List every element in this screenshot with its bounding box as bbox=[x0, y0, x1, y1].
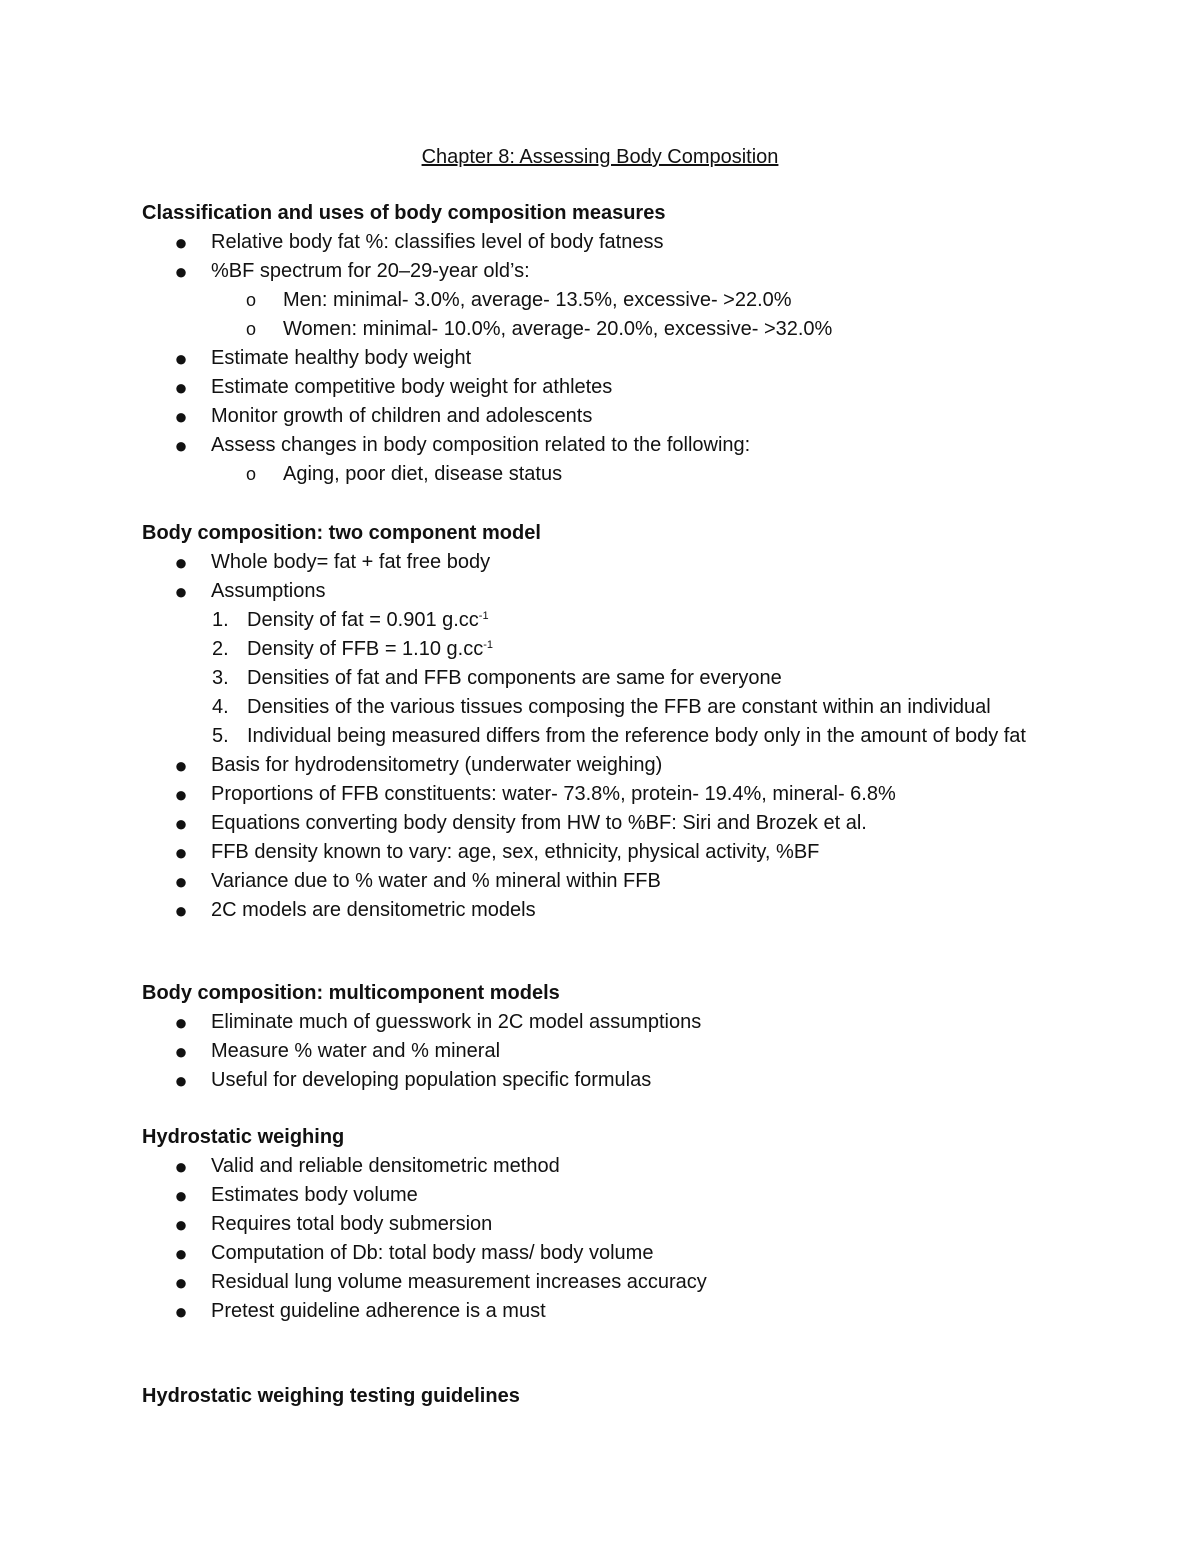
section-heading: Classification and uses of body composition measures bbox=[142, 202, 666, 224]
list-item-text: Estimate healthy body weight bbox=[211, 347, 472, 369]
item-number: 3. bbox=[212, 667, 229, 689]
list-item bbox=[142, 431, 1102, 460]
list-item bbox=[142, 402, 1102, 431]
list-item bbox=[142, 896, 1102, 925]
superscript: -1 bbox=[478, 610, 489, 622]
bullet-icon: ● bbox=[174, 346, 188, 371]
bullet-icon: ● bbox=[174, 1299, 188, 1324]
sub-list-item bbox=[142, 315, 1102, 344]
section-heading: Hydrostatic weighing bbox=[142, 1126, 345, 1148]
list-item-text: Proportions of FFB constituents: water- 73.8%, protein- 19.4%, mineral- 6.8% bbox=[211, 783, 896, 805]
numbered-item-text bbox=[247, 635, 493, 664]
list-item bbox=[142, 344, 1102, 373]
numbered-item bbox=[142, 664, 1102, 693]
list-item-text: Useful for developing population specific formulas bbox=[211, 1069, 652, 1091]
section-heading: Body composition: multicomponent models bbox=[142, 982, 560, 1004]
numbered-item-text: Individual being measured differs from the reference body only in the amount of body fat bbox=[247, 725, 1026, 747]
bullet-icon: ● bbox=[174, 898, 188, 923]
numbered-item bbox=[142, 606, 1102, 635]
sub-list-item bbox=[142, 460, 1102, 489]
item-number: 5. bbox=[212, 725, 229, 747]
bullet-icon: ● bbox=[174, 579, 188, 604]
list-item-text: 2C models are densitometric models bbox=[211, 899, 536, 921]
list-item bbox=[142, 1037, 1102, 1066]
density-ffb-text: Density of FFB = 1.10 g.cc bbox=[247, 638, 484, 660]
numbered-item bbox=[142, 635, 1102, 664]
section-heading: Hydrostatic weighing testing guidelines bbox=[142, 1385, 520, 1407]
density-fat-text: Density of fat = 0.901 g.cc bbox=[247, 609, 479, 631]
bullet-icon: ● bbox=[174, 1154, 188, 1179]
list-item-text: Equations converting body density from HW to %BF: Siri and Brozek et al. bbox=[211, 812, 867, 834]
bullet-icon: ● bbox=[174, 230, 188, 255]
list-item bbox=[142, 1008, 1102, 1037]
list-item-text: Eliminate much of guesswork in 2C model assumptions bbox=[211, 1011, 702, 1033]
bullet-icon: ● bbox=[174, 1010, 188, 1035]
section-testing-guidelines bbox=[142, 1382, 1102, 1411]
page-title: Chapter 8: Assessing Body Composition bbox=[421, 146, 779, 168]
list-item-text: Assumptions bbox=[211, 580, 326, 602]
list-item bbox=[142, 1297, 1102, 1326]
sub-bullet-icon: o bbox=[246, 464, 257, 484]
list-item-text: Whole body= fat + fat free body bbox=[211, 551, 491, 573]
bullet-icon: ● bbox=[174, 811, 188, 836]
list-item-text: Measure % water and % mineral bbox=[211, 1040, 501, 1062]
section-multicomponent-models bbox=[142, 979, 1102, 1095]
section-classification bbox=[142, 199, 1102, 489]
bullet-icon: ● bbox=[174, 1068, 188, 1093]
list-item-text: Requires total body submersion bbox=[211, 1213, 493, 1235]
numbered-item-text: Densities of the various tissues composing the FFB are constant within an individual bbox=[247, 696, 991, 718]
sub-list-item-text: Men: minimal- 3.0%, average- 13.5%, excessive- >22.0% bbox=[283, 289, 792, 311]
list-item bbox=[142, 257, 1102, 286]
list-item-text: %BF spectrum for 20–29-year old’s: bbox=[211, 260, 530, 282]
list-item-text: Monitor growth of children and adolescents bbox=[211, 405, 593, 427]
list-item-text: Valid and reliable densitometric method bbox=[211, 1155, 560, 1177]
bullet-icon: ● bbox=[174, 1241, 188, 1266]
bullet-icon: ● bbox=[174, 753, 188, 778]
list-item bbox=[142, 809, 1102, 838]
bullet-icon: ● bbox=[174, 404, 188, 429]
numbered-item-text bbox=[247, 606, 489, 635]
numbered-item-text: Densities of fat and FFB components are same for everyone bbox=[247, 667, 782, 689]
bullet-icon: ● bbox=[174, 375, 188, 400]
sub-list-item-text: Women: minimal- 10.0%, average- 20.0%, excessive- >32.0% bbox=[283, 318, 833, 340]
list-item bbox=[142, 780, 1102, 809]
numbered-item bbox=[142, 693, 1102, 722]
bullet-icon: ● bbox=[174, 1039, 188, 1064]
item-number: 1. bbox=[212, 609, 229, 631]
list-item-text: Pretest guideline adherence is a must bbox=[211, 1300, 546, 1322]
bullet-icon: ● bbox=[174, 869, 188, 894]
numbered-item bbox=[142, 722, 1102, 751]
sub-bullet-icon: o bbox=[246, 290, 257, 310]
item-number: 4. bbox=[212, 696, 229, 718]
list-item-text: Basis for hydrodensitometry (underwater weighing) bbox=[211, 754, 663, 776]
bullet-icon: ● bbox=[174, 550, 188, 575]
list-item-text: Residual lung volume measurement increases accuracy bbox=[211, 1271, 707, 1293]
section-two-component-model bbox=[142, 519, 1102, 925]
bullet-icon: ● bbox=[174, 259, 188, 284]
list-item-text: Variance due to % water and % mineral within FFB bbox=[211, 870, 661, 892]
list-item bbox=[142, 1239, 1102, 1268]
bullet-icon: ● bbox=[174, 1212, 188, 1237]
bullet-icon: ● bbox=[174, 840, 188, 865]
list-item-text: Computation of Db: total body mass/ body volume bbox=[211, 1242, 654, 1264]
list-item bbox=[142, 1066, 1102, 1095]
section-hydrostatic-weighing bbox=[142, 1123, 1102, 1326]
section-heading: Body composition: two component model bbox=[142, 522, 541, 544]
list-item bbox=[142, 1210, 1102, 1239]
list-item-text: FFB density known to vary: age, sex, ethnicity, physical activity, %BF bbox=[211, 841, 820, 863]
list-item-text: Relative body fat %: classifies level of body fatness bbox=[211, 231, 664, 253]
bullet-icon: ● bbox=[174, 1270, 188, 1295]
bullet-icon: ● bbox=[174, 782, 188, 807]
list-item bbox=[142, 228, 1102, 257]
bullet-icon: ● bbox=[174, 1183, 188, 1208]
item-number: 2. bbox=[212, 638, 229, 660]
list-item bbox=[142, 577, 1102, 606]
list-item-text: Estimates body volume bbox=[211, 1184, 418, 1206]
bullet-icon: ● bbox=[174, 433, 188, 458]
list-item-text: Assess changes in body composition related to the following: bbox=[211, 434, 751, 456]
sub-bullet-icon: o bbox=[246, 319, 257, 339]
sub-list-item bbox=[142, 286, 1102, 315]
list-item bbox=[142, 1152, 1102, 1181]
list-item bbox=[142, 1181, 1102, 1210]
list-item bbox=[142, 751, 1102, 780]
list-item-text: Estimate competitive body weight for athletes bbox=[211, 376, 613, 398]
superscript: -1 bbox=[483, 639, 493, 651]
list-item bbox=[142, 867, 1102, 896]
list-item bbox=[142, 373, 1102, 402]
list-item bbox=[142, 1268, 1102, 1297]
list-item bbox=[142, 838, 1102, 867]
sub-list-item-text: Aging, poor diet, disease status bbox=[283, 463, 563, 485]
list-item bbox=[142, 548, 1102, 577]
